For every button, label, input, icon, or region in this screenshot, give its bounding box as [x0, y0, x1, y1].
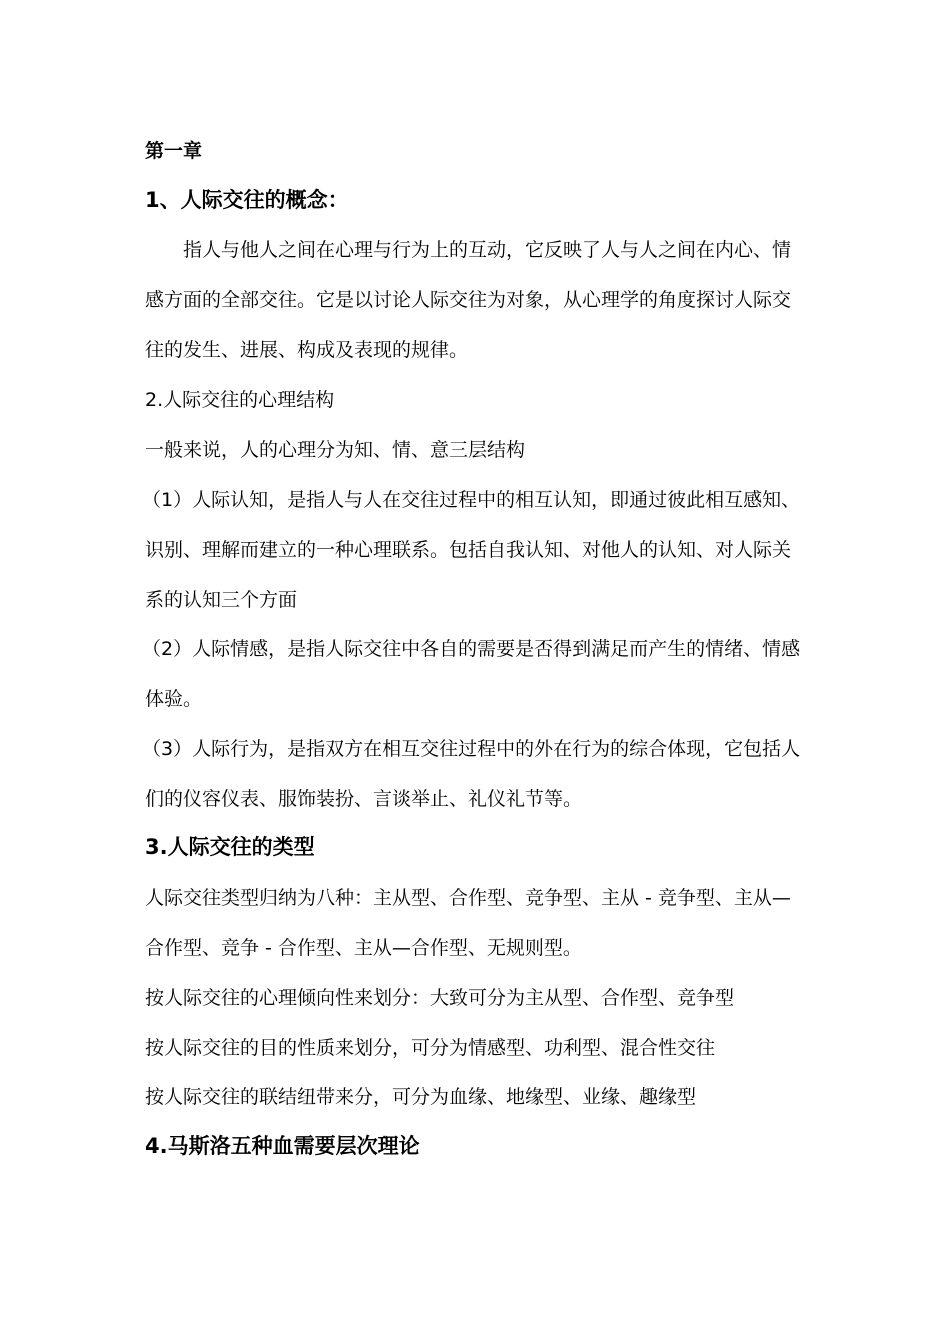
- section-4-heading: 4.马斯洛五种血需要层次理论: [145, 1134, 420, 1158]
- paragraph-line: 们的仪容仪表、服饰装扮、言谈举止、礼仪礼节等。: [145, 788, 583, 810]
- paragraph-line: 识别、理解而建立的一种心理联系。包括自我认知、对他人的认知、对人际关: [145, 539, 792, 561]
- chapter-title: 第一章: [145, 140, 203, 162]
- paragraph-line: 按人际交往的目的性质来划分，可分为情感型、功利型、混合性交往: [145, 1037, 716, 1059]
- paragraph-line: 往的发生、进展、构成及表现的规律。: [145, 339, 469, 361]
- paragraph-line: 指人与他人之间在心理与行为上的互动，它反映了人与人之间在内心、情: [183, 239, 792, 261]
- section-3-heading: 3.人际交往的类型: [145, 835, 315, 859]
- paragraph-line: 按人际交往的联结纽带来分，可分为血缘、地缘型、业缘、趣缘型: [145, 1086, 697, 1108]
- paragraph-line: 人际交往类型归纳为八种：主从型、合作型、竞争型、主从 - 竞争型、主从—: [145, 887, 791, 909]
- paragraph-line: 系的认知三个方面: [145, 589, 298, 611]
- section-2-heading: 2.人际交往的心理结构: [145, 389, 335, 411]
- paragraph-line: 体验。: [145, 688, 203, 710]
- paragraph-line: 感方面的全部交往。它是以讨论人际交往为对象，从心理学的角度探讨人际交: [145, 289, 792, 311]
- paragraph-line: （2）人际情感，是指人际交往中各自的需要是否得到满足而产生的情绪、情感: [142, 638, 801, 660]
- section-1-heading: 1、人际交往的概念：: [145, 188, 349, 212]
- paragraph-line: 按人际交往的心理倾向性来划分：大致可分为主从型、合作型、竞争型: [145, 987, 735, 1009]
- paragraph-line: （3）人际行为，是指双方在相互交往过程中的外在行为的综合体现，它包括人: [142, 738, 801, 760]
- paragraph-line: 合作型、竞争 - 合作型、主从—合作型、无规则型。: [145, 937, 582, 959]
- paragraph-line: 一般来说，人的心理分为知、情、意三层结构: [145, 439, 526, 461]
- paragraph-line: （1）人际认知，是指人与人在交往过程中的相互认知，即通过彼此相互感知、: [142, 489, 801, 511]
